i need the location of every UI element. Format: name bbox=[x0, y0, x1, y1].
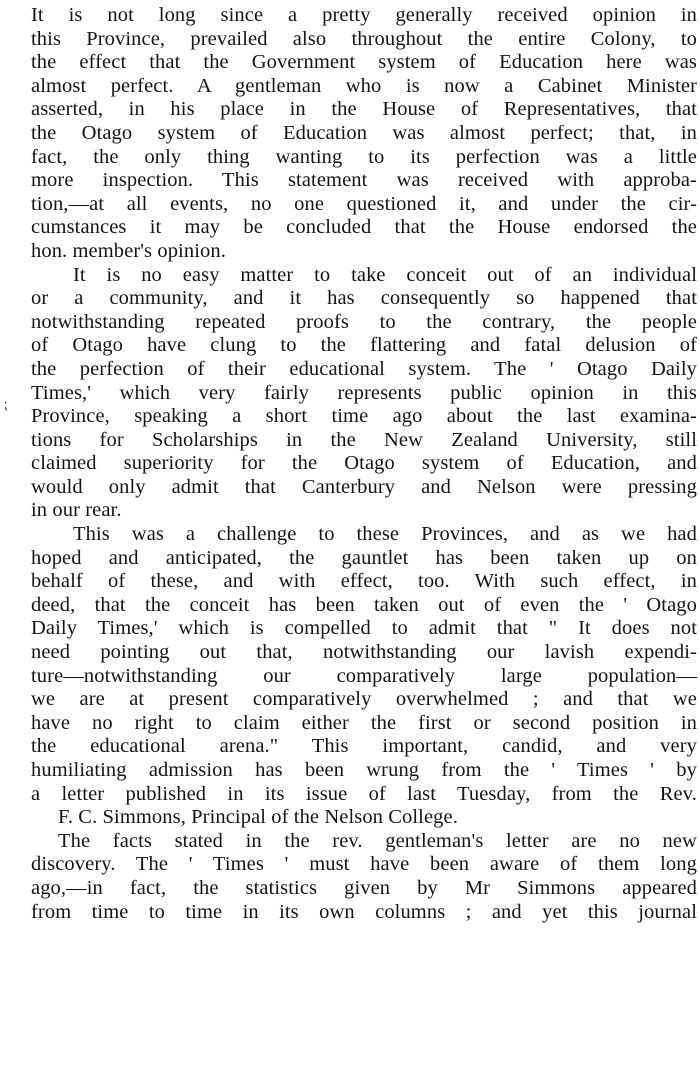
text-line: would only admit that Canterbury and Nelson were pressing bbox=[31, 475, 697, 498]
text-line: or a community, and it has consequently so happened that bbox=[31, 287, 697, 310]
text-line: we are at present comparatively overwhelmed ; and that we bbox=[31, 688, 697, 711]
text-line: It is no easy matter to take conceit out of an individual bbox=[73, 263, 697, 286]
paragraph-3 bbox=[31, 523, 697, 830]
text-line: Province, speaking a short time ago about the last examina- bbox=[31, 405, 697, 428]
text-line: from time to time in its own columns ; and yet this journal bbox=[31, 900, 697, 923]
text-line: hoped and anticipated, the gauntlet has been taken up on bbox=[31, 546, 697, 569]
paragraph-2 bbox=[31, 264, 697, 524]
text-line: almost perfect. A gentleman who is now a Cabinet Minister bbox=[31, 74, 697, 97]
text-line: hon. member's opinion. bbox=[31, 239, 226, 262]
text-line: a letter published in its issue of last Tuesday, from the Rev. bbox=[31, 782, 697, 805]
paragraph-4 bbox=[31, 830, 697, 924]
article-text bbox=[31, 4, 697, 924]
text-line: more inspection. This statement was received with approba- bbox=[31, 169, 697, 192]
text-line: discovery. The ' Times ' must have been aware of them long bbox=[31, 853, 697, 876]
text-line: It is not long since a pretty generally received opinion in bbox=[31, 4, 697, 26]
text-line: ago,—in fact, the statistics given by Mr Simmons appeared bbox=[31, 876, 697, 899]
text-line: have no right to claim either the first or second position in bbox=[31, 711, 697, 734]
text-line: Times,' which very fairly represents public opinion in this bbox=[31, 381, 697, 404]
text-line: behalf of these, and with effect, too. With such effect, in bbox=[31, 570, 697, 593]
text-line: The facts stated in the rev. gentleman's letter are no new bbox=[58, 829, 697, 852]
text-line: claimed superiority for the Otago system of Education, and bbox=[31, 452, 697, 475]
text-line: deed, that the conceit has been taken out of even the ' Otago bbox=[31, 593, 697, 616]
text-line: asserted, in his place in the House of Representatives, that bbox=[31, 98, 697, 121]
text-line: humiliating admission has been wrung from the ' Times ' by bbox=[31, 759, 697, 781]
text-line: need pointing out that, notwithstanding our lavish expendi- bbox=[31, 641, 697, 664]
text-line: of Otago have clung to the flattering and fatal delusion of bbox=[31, 334, 697, 357]
paragraph-1 bbox=[31, 4, 697, 264]
text-line: in our rear. bbox=[31, 499, 122, 522]
text-line: tion,—at all events, no one questioned it, and under the cir- bbox=[31, 192, 697, 215]
margin-mark: ⁏ bbox=[3, 398, 8, 413]
text-line: this Province, prevailed also throughout the entire Colony, to bbox=[31, 27, 697, 50]
text-line: notwithstanding repeated proofs to the contrary, the people bbox=[31, 310, 697, 333]
text-line: the educational arena." This important, candid, and very bbox=[31, 735, 697, 758]
text-line: the Otago system of Education was almost perfect; that, in bbox=[31, 121, 697, 144]
text-line: ture—notwithstanding our comparatively large population— bbox=[31, 664, 697, 687]
text-line: fact, the only thing wanting to its perfection was a little bbox=[31, 145, 697, 168]
text-line: the effect that the Government system of Education here was bbox=[31, 51, 697, 74]
text-line: F. C. Simmons, Principal of the Nelson College. bbox=[58, 806, 458, 829]
text-line: Daily Times,' which is compelled to admit that " It does not bbox=[31, 617, 697, 640]
text-line: tions for Scholarships in the New Zealand University, still bbox=[31, 428, 697, 451]
text-line: cumstances it may be concluded that the House endorsed the bbox=[31, 216, 697, 239]
text-line: This was a challenge to these Provinces, and as we had bbox=[73, 523, 697, 546]
text-line: the perfection of their educational system. The ' Otago Daily bbox=[31, 357, 697, 380]
